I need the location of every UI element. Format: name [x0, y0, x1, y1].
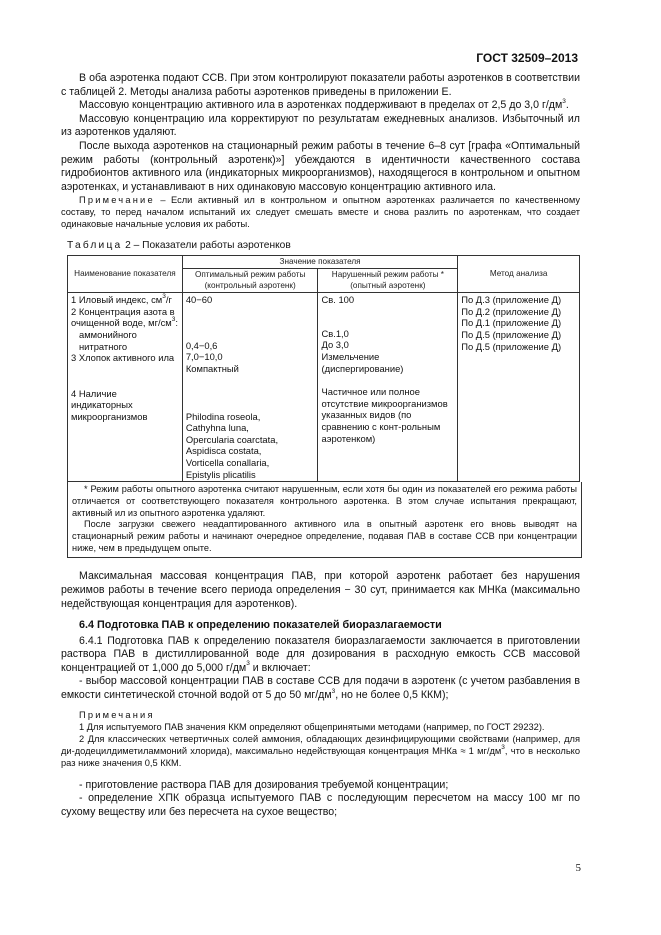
paragraph-4: После выхода аэротенков на стационарный режим работы в течение 6–8 сут [графа «Оптимальный режим работы (контрольный аэротенк)»] убеждаются в идентичности качественного состава гидробионтов активного ила (индикаторных микроорганизмов), находящегося в контрольном и опытном аэротенках, и устанавливают в них одинаковую массовую концентрацию активного ила.	[61, 139, 580, 193]
note-1: Примечание – Если активный ил в контрольном и опытном аэротенках различается по качественному составу, то перед началом испытаний их следует смешать вместе и снова разлить по аэротенкам, что создает одинаковые начальные условия их работы.	[61, 195, 580, 230]
paragraph-3: Массовую концентрацию ила корректируют по результатам ежедневных анализов. Избыточный ил из аэротенков удаляют.	[61, 112, 580, 139]
table-cell: По Д.3 (приложение Д) По Д.2 (приложение Д) По Д.1 (приложение Д) По Д.5 (приложение Д) По Д.5 (приложение Д)	[458, 293, 580, 482]
paragraph-8: - приготовление раствора ПАВ для дозирования требуемой концентрации;	[79, 778, 449, 791]
table-caption: Таблица 2 – Показатели работы аэротенков	[67, 240, 291, 252]
col-header-name: Наименование показателя	[68, 255, 183, 292]
page-number: 5	[575, 862, 581, 874]
paragraph-2: Массовую концентрацию активного ила в аэротенках поддерживают в пределах от 2,5 до 3,0 $г/дм^3$.	[79, 97, 569, 112]
col-header-disturbed: Нарушенный режим работы * (опытный аэротенк)	[318, 269, 458, 293]
paragraph-6: 6.4.1 Подготовка ПАВ к определению показателя биоразлагаемости заключается в приготовлении раствора ПАВ в дистиллированной воде для дозирования в расходную емкость ССВ массовой концентрацией от 1,000 до 5,000 $г/дм^3$ и включает:	[61, 634, 580, 674]
page-body	[61, 72, 580, 819]
table-footnote: * Режим работы опытного аэротенка считают нарушенным, если хотя бы один из показателей его режима работы отличается от соответствующего показателя контрольного аэротенка. В этом случае испытания прекращают, активный ил из опытного аэротенка удаляют. После загрузки свежего неадаптированного активного ила в опытный аэротенк его вновь выводят на стационарный режим работы и начинают очередное определение, подавая ПАВ в составе ССВ при концентрации ниже, чем в предыдущем опыте.	[67, 482, 582, 558]
table-cell: 1 Иловый индекс, $см^3/г$ 2 Концентрация азота в очищенной воде, $мг/см^3$: аммонийного нитратного 3 Хлопок активного ила 4 Наличие индикаторных микроорганизмов	[68, 293, 183, 482]
paragraph-7: - выбор массовой концентрации ПАВ в составе ССВ для подачи в аэротенк (с учетом разбавления в емкости синтетической сточной водой от 5 до 50 $мг/дм^3$, но не более 0,5 ККМ);	[61, 675, 580, 702]
paragraph-5: Максимальная массовая концентрация ПАВ, при которой аэротенк работает без нарушения режимов работы в течение всего периода определения − 30 сут, принимается как МНКа (максимально недействующая концентрация для аэротенков).	[61, 570, 580, 610]
table-row	[68, 293, 580, 482]
notes-heading: Примечания	[79, 709, 155, 720]
paragraph-9: - определение ХПК образца испытуемого ПАВ с последующим пересчетом на массу 100 мг по сухому веществу или без пересчета на сухое вещество;	[61, 792, 580, 818]
document-header: ГОСТ 32509–2013	[476, 51, 578, 65]
col-header-optimal: Оптимальный режим работы (контрольный аэротенк)	[182, 269, 318, 293]
section-heading-6-4: 6.4 Подготовка ПАВ к определению показателей биоразлагаемости	[79, 619, 442, 632]
table-cell: 40−60 0,4−0,6 7,0−10,0 Компактный Philodina roseola, Cathyhna luna, Opercularia coarctata, Aspidisca costata, Vorticella conallaria, Epistylis plicatilis	[182, 293, 318, 482]
indicators-table	[67, 255, 580, 482]
col-header-value: Значение показателя	[182, 255, 457, 268]
note-item-2: 2 Для классических четвертичных солей аммония, обладающих дезинфицирующими свойствами (например, для ди-додецилдиметиламмоний хлорида), максимально недействующая концентрация МНКа ≈ 1 $мг/дм^3$, что в несколько раз ниже значения 0,5 ККМ.	[61, 733, 581, 768]
table-cell: Св. 100 Св.1,0 До 3,0 Измельчение (диспергирование) Частичное или полное отсутствие микроорганизмов указанных видов (по сравнению с конт-рольным аэротенком)	[318, 293, 458, 482]
col-header-method: Метод анализа	[458, 255, 580, 292]
note-item-1: 1 Для испытуемого ПАВ значения ККМ определяют общепринятыми методами (например, по ГОСТ 29232).	[79, 721, 545, 732]
paragraph-1: В оба аэротенка подают ССВ. При этом контролируют показатели работы аэротенков в соответствии с таблицей 2. Методы анализа работы аэротенков приведены в приложении Е.	[61, 72, 580, 98]
